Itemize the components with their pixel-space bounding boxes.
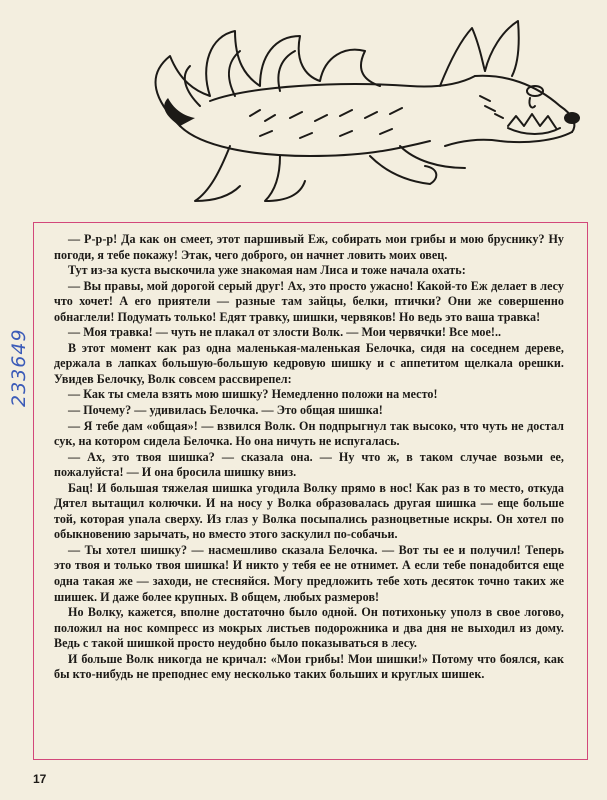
paragraph: — Р-р-р! Да как он смеет, этот паршивый Еж, собирать мои грибы и мою бруснику? Ну погоди, я тебе покажу! Этак, чего доброго, он начнет ловить моих овец. [54,232,564,262]
paragraph: — Вы правы, мой дорогой серый друг! Ах, это просто ужасно! Какой-то Еж делает в лесу что хочет! А его приятели — разные там зайцы, белки, птички? Они же совершенно обнаглели! Подумать только! Едят травку, шишки, червяков! Но ведь это ваша травка! [54,278,564,324]
wolf-illustration [140,6,580,206]
page-number: 17 [33,772,47,786]
paragraph: Но Волку, кажется, вполне достаточно было одной. Он потихоньку уполз в свое логово, положил на нос компресс из мокрых листьев подорожника и два дня не выходил из дому. Ведь с такой шишкой просто неудобно было показываться в лесу. [54,605,564,651]
paragraph: — Как ты смела взять мою шишку? Немедленно положи на место! [68,387,438,402]
paragraph: — Моя травка! — чуть не плакал от злости Волк. — Мои червячки! Все мое!.. [68,325,502,340]
paragraph: — Я тебе дам «общая»! — взвился Волк. Он подпрыгнул так высоко, что чуть не достал сук, на котором сидела Белочка. Но она ничуть не испугалась. [54,418,564,449]
paragraph: В этот момент как раз одна маленькая-маленькая Белочка, сидя на соседнем дереве, держала в лапках большую-большую кедровую шишку и с аппетитом щелкала орешки. Увидев Белочку, Волк совсем рассвирепел: [54,340,564,386]
paragraph: И больше Волк никогда не кричал: «Мои грибы! Мои шишки!» Потому что боялся, как бы кто-нибудь не преподнес ему несколько таких больших и круглых шишек. [54,651,564,682]
paragraph: — Почему? — удивилась Белочка. — Это общая шишка! [68,403,383,418]
paragraph: — Ах, это твоя шишка? — сказала она. — Ну что ж, в таком случае возьми ее, пожалуйста! — И она бросила шишку вниз. [54,449,564,480]
inventory-stamp: 233649 [8,328,30,407]
story-text [54,232,564,683]
paragraph: Бац! И большая тяжелая шишка угодила Волку прямо в нос! Как раз в то место, откуда Дятел вытащил колючки. И на носу у Волка образовалась другая шишка — еще больше той, которая упала сверху. Из глаз у Волка посыпались разноцветные искры. Он хотел по обыкновению зарычать, но вместо этого заскулил по-собачьи. [54,480,564,542]
paragraph: — Ты хотел шишку? — насмешливо сказала Белочка. — Вот ты ее и получил! Теперь это твоя и только твоя шишка! И никто у тебя ее не отнимет. А если тебе понадобится еще одна такая же — заходи, не стесняйся. Могу предложить тебе хоть десяток точно таких же шишек. И даже более крупных. В общем, любых размеров! [54,542,564,604]
paragraph: Тут из-за куста выскочила уже знакомая нам Лиса и тоже начала охать: [68,263,466,278]
